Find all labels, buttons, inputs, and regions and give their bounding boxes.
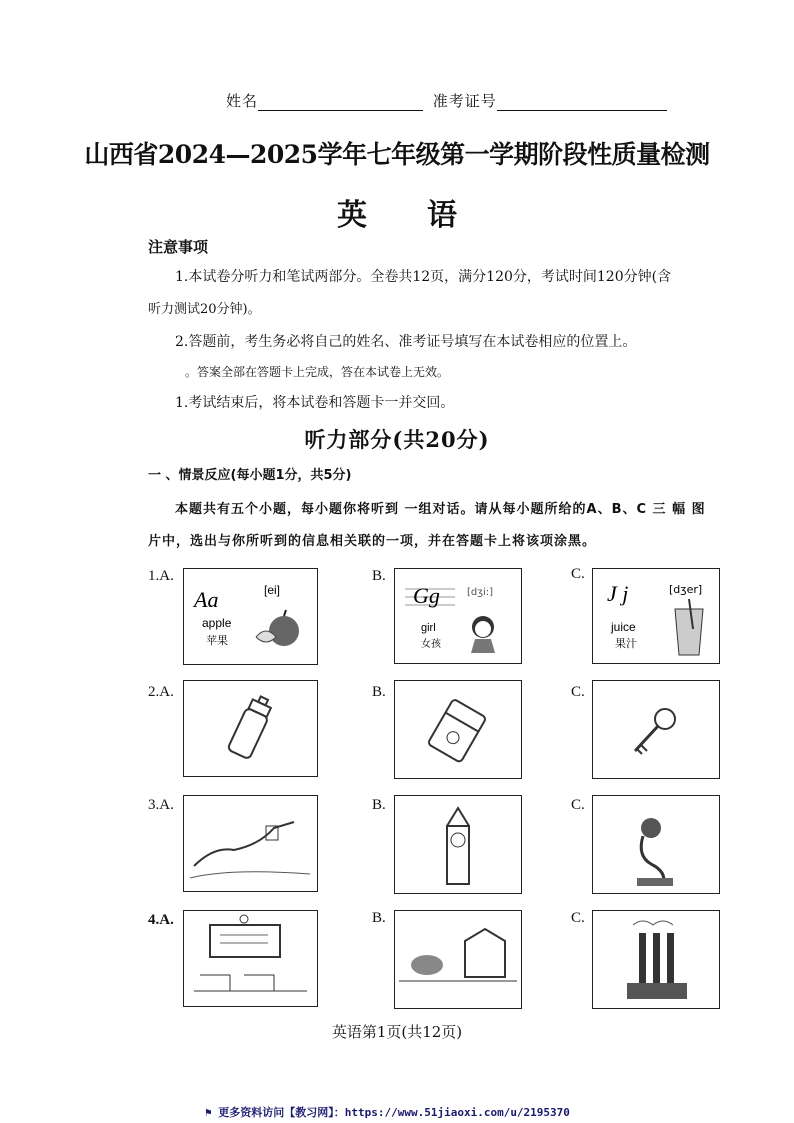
q4-label-c: C.	[571, 910, 585, 926]
q1b-cn: 女孩	[421, 639, 441, 650]
q2-label-c: C.	[571, 684, 585, 700]
notice-heading: 注意事项	[148, 238, 209, 256]
key-icon	[593, 681, 719, 778]
name-blank[interactable]	[258, 96, 423, 111]
q1b-phonetic: [dʒi:]	[467, 587, 494, 598]
q1c-letters: J j	[607, 581, 629, 606]
q4-label-a: 4.A.	[148, 912, 174, 928]
q3-option-b[interactable]	[394, 795, 522, 894]
section-title: 听力部分(共20分)	[304, 427, 490, 452]
notice-item-1-cont: 听力测试20分钟)。	[148, 302, 261, 317]
q1-option-c[interactable]	[592, 568, 720, 664]
subject-title	[0, 190, 794, 234]
classroom-icon	[184, 911, 317, 1006]
subject-char-2: 语	[427, 198, 457, 233]
apple-icon	[256, 610, 299, 646]
notice-item-2: 2.答题前，考生务必将自己的姓名、准考证号填写在本试卷相应的位置上。	[175, 334, 637, 350]
merlion-icon	[593, 796, 719, 893]
q1c-cn: 果汁	[615, 637, 637, 650]
q4-option-c[interactable]	[592, 910, 720, 1009]
q1c-word: juice	[611, 620, 636, 634]
q3-label-a: 3.A.	[148, 797, 174, 813]
q3-option-c[interactable]	[592, 795, 720, 894]
notice-item-1: 1.本试卷分听力和笔试两部分。全卷共12页，满分120分，考试时间120分钟(含	[175, 269, 672, 285]
q1a-phonetic: [ei]	[264, 583, 281, 597]
q1-label-b: B.	[372, 568, 386, 584]
part-instructions-line-1: 本题共有五个小题，每小题你将听到 一组对话。请从每小题所给的A、B、C 三 幅 图	[175, 502, 706, 517]
name-label: 姓名	[226, 92, 259, 110]
big-ben-icon	[395, 796, 521, 893]
q1-option-b[interactable]	[394, 568, 522, 664]
farm-icon	[395, 911, 521, 1008]
q2-option-a[interactable]	[183, 680, 318, 777]
eraser-icon	[395, 681, 521, 778]
part-instructions-line-2: 片中，选出与你所听到的信息相关联的一项，并在答题卡上将该项涂黑。	[148, 534, 597, 549]
q1a-letters: Aa	[194, 587, 219, 612]
apple-card-illustration	[184, 569, 317, 664]
juice-card-illustration	[593, 569, 719, 663]
great-wall-icon	[184, 796, 317, 891]
resource-link-text: 更多资料访问【教习网】：https://www.51jiaoxi.com/u/2195370	[218, 1106, 570, 1119]
q3-label-b: B.	[372, 797, 386, 813]
subject-char-1: 英	[337, 198, 367, 233]
q2-option-c[interactable]	[592, 680, 720, 779]
q1b-letters: Gg	[413, 583, 440, 608]
girl-card-illustration	[395, 569, 521, 663]
q3-label-c: C.	[571, 797, 585, 813]
id-blank[interactable]	[497, 96, 667, 111]
q4-label-b: B.	[372, 910, 386, 926]
factory-icon	[593, 911, 719, 1008]
girl-icon	[471, 616, 495, 653]
notice-item-3: 。答案全部在答题卡上完成，答在本试卷上无效。	[185, 365, 450, 379]
q4-option-b[interactable]	[394, 910, 522, 1009]
q2-label-a: 2.A.	[148, 684, 174, 700]
q1b-word: girl	[421, 622, 436, 634]
water-bottle-icon	[184, 681, 317, 776]
juice-glass-icon	[675, 599, 703, 655]
exam-title: 山西省2024—2025学年七年级第一学期阶段性质量检测	[84, 140, 710, 169]
q1-option-a[interactable]	[183, 568, 318, 665]
q1-label-c: C.	[571, 566, 585, 582]
page-footer: 英语第1页(共12页)	[331, 1023, 463, 1041]
candidate-info-row	[226, 90, 667, 111]
q1a-cn: 苹果	[206, 634, 228, 647]
q2-label-b: B.	[372, 684, 386, 700]
q2-option-b[interactable]	[394, 680, 522, 779]
q1c-phonetic: [dʒer]	[669, 583, 703, 596]
q1-label-a: 1.A.	[148, 568, 174, 584]
flag-icon: ⚑	[205, 1106, 219, 1119]
q3-option-a[interactable]	[183, 795, 318, 892]
q1a-word: apple	[202, 616, 232, 630]
resource-link[interactable]	[205, 1104, 570, 1120]
id-label: 准考证号	[432, 92, 497, 110]
part-heading: 一 、情景反应(每小题1分，共5分)	[148, 468, 352, 483]
notice-item-4: 1.考试结束后，将本试卷和答题卡一并交回。	[175, 395, 455, 411]
q4-option-a[interactable]	[183, 910, 318, 1007]
